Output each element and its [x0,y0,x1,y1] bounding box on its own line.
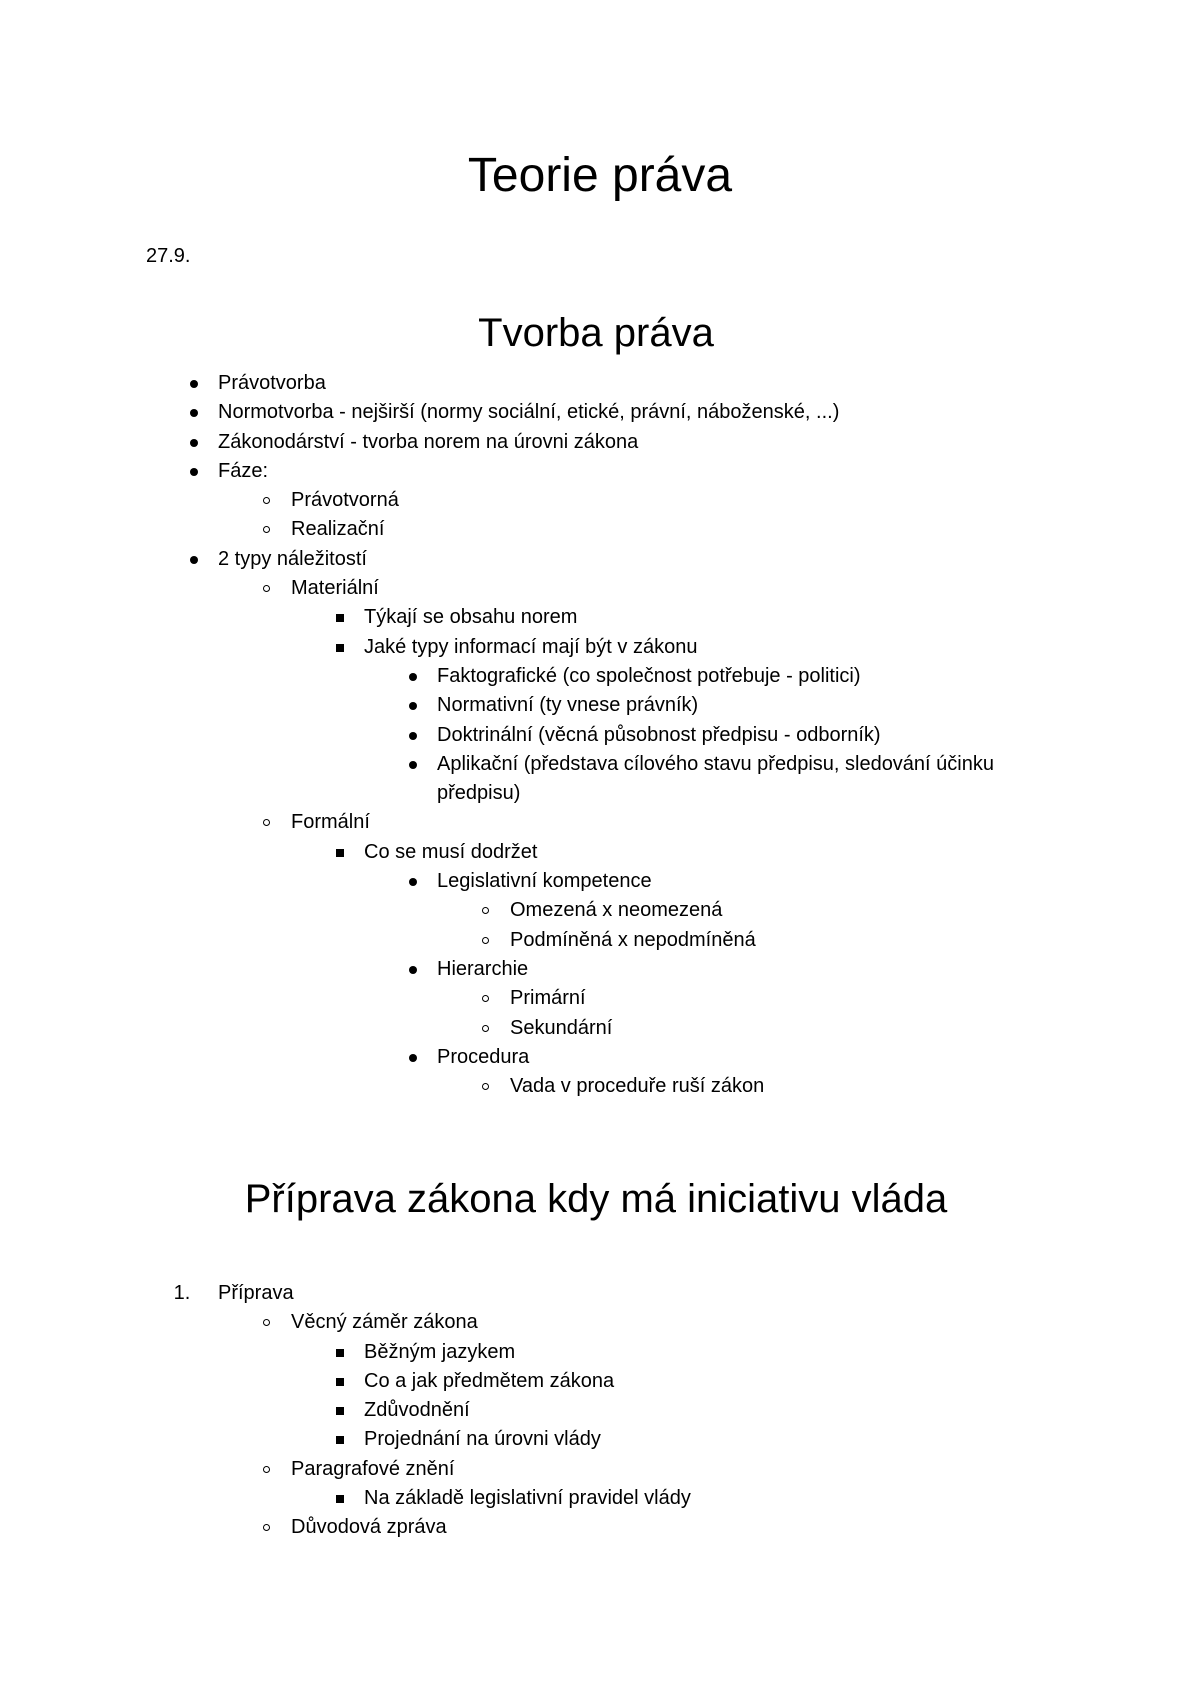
bullet-circle-icon [468,896,508,925]
list-item: Normativní (ty vnese právník) [0,691,1200,720]
list-item: Vada v proceduře ruší zákon [0,1072,1200,1101]
bullet-circle-icon [249,515,289,544]
document-title: Teorie práva [467,149,733,202]
bullet-square-icon [322,1396,362,1425]
bullet-disc-icon [176,545,216,574]
bullet-square-icon [322,633,362,662]
list-item: Projednání na úrovni vlády [0,1425,1200,1454]
list-item: Aplikační (představa cílového stavu předpisu, sledování účinku předpisu) [0,750,1200,809]
priprava-zakona-list [0,1279,1200,1543]
section-heading-priprava-zakona: Příprava zákona kdy má iniciativu vláda [244,1177,948,1221]
bullet-disc-icon [395,1043,435,1072]
bullet-disc-icon [395,662,435,691]
bullet-circle-icon [468,1072,508,1101]
list-item: Co se musí dodržet [0,838,1200,867]
bullet-square-icon [322,1425,362,1454]
list-item: Důvodová zpráva [0,1513,1200,1542]
bullet-circle-icon [468,926,508,955]
bullet-circle-icon [249,808,289,837]
bullet-disc-icon [176,369,216,398]
bullet-disc-icon [395,750,435,779]
bullet-square-icon [322,1338,362,1367]
bullet-square-icon [322,838,362,867]
tvorba-prava-list [0,369,1200,1101]
bullet-circle-icon [249,1455,289,1484]
bullet-square-icon [322,1367,362,1396]
list-number: 1. [173,1282,191,1304]
bullet-circle-icon [249,486,289,515]
list-item: Primární [0,984,1200,1013]
bullet-circle-icon [249,1308,289,1337]
section-heading-tvorba-prava: Tvorba práva [478,311,714,355]
list-item: Zdůvodnění [0,1396,1200,1425]
list-item: Doktrinální (věcná působnost předpisu - odborník) [0,721,1200,750]
list-item: Podmíněná x nepodmíněná [0,926,1200,955]
list-item: Materiální [0,574,1200,603]
list-item: Běžným jazykem [0,1338,1200,1367]
list-item: Paragrafové znění [0,1455,1200,1484]
list-item: Jaké typy informací mají být v zákonu [0,633,1200,662]
bullet-circle-icon [249,574,289,603]
list-item: Zákonodárství - tvorba norem na úrovni zákona [0,428,1200,457]
list-item: 2 typy náležitostí [0,545,1200,574]
bullet-square-icon [322,1484,362,1513]
bullet-disc-icon [176,428,216,457]
list-item: Normotvorba - nejširší (normy sociální, etické, právní, náboženské, ...) [0,398,1200,427]
bullet-disc-icon [395,721,435,750]
list-item: Omezená x neomezená [0,896,1200,925]
list-item: Týkají se obsahu norem [0,603,1200,632]
list-item: 1. Příprava [0,1279,1200,1308]
bullet-disc-icon [176,457,216,486]
bullet-square-icon [322,603,362,632]
list-item: Legislativní kompetence [0,867,1200,896]
bullet-disc-icon [176,398,216,427]
list-item: Sekundární [0,1014,1200,1043]
list-item: Co a jak předmětem zákona [0,1367,1200,1396]
list-item: Faktografické (co společnost potřebuje - politici) [0,662,1200,691]
list-item: Hierarchie [0,955,1200,984]
list-item: Procedura [0,1043,1200,1072]
list-item: Věcný záměr zákona [0,1308,1200,1337]
list-item: Fáze: [0,457,1200,486]
bullet-circle-icon [468,984,508,1013]
list-item: Realizační [0,515,1200,544]
bullet-circle-icon [468,1014,508,1043]
bullet-disc-icon [395,691,435,720]
bullet-disc-icon [395,955,435,984]
list-item: Právotvorba [0,369,1200,398]
list-item: Na základě legislativní pravidel vlády [0,1484,1200,1513]
list-item: Formální [0,808,1200,837]
list-item: Právotvorná [0,486,1200,515]
bullet-circle-icon [249,1513,289,1542]
bullet-disc-icon [395,867,435,896]
date-label: 27.9. [146,245,191,267]
